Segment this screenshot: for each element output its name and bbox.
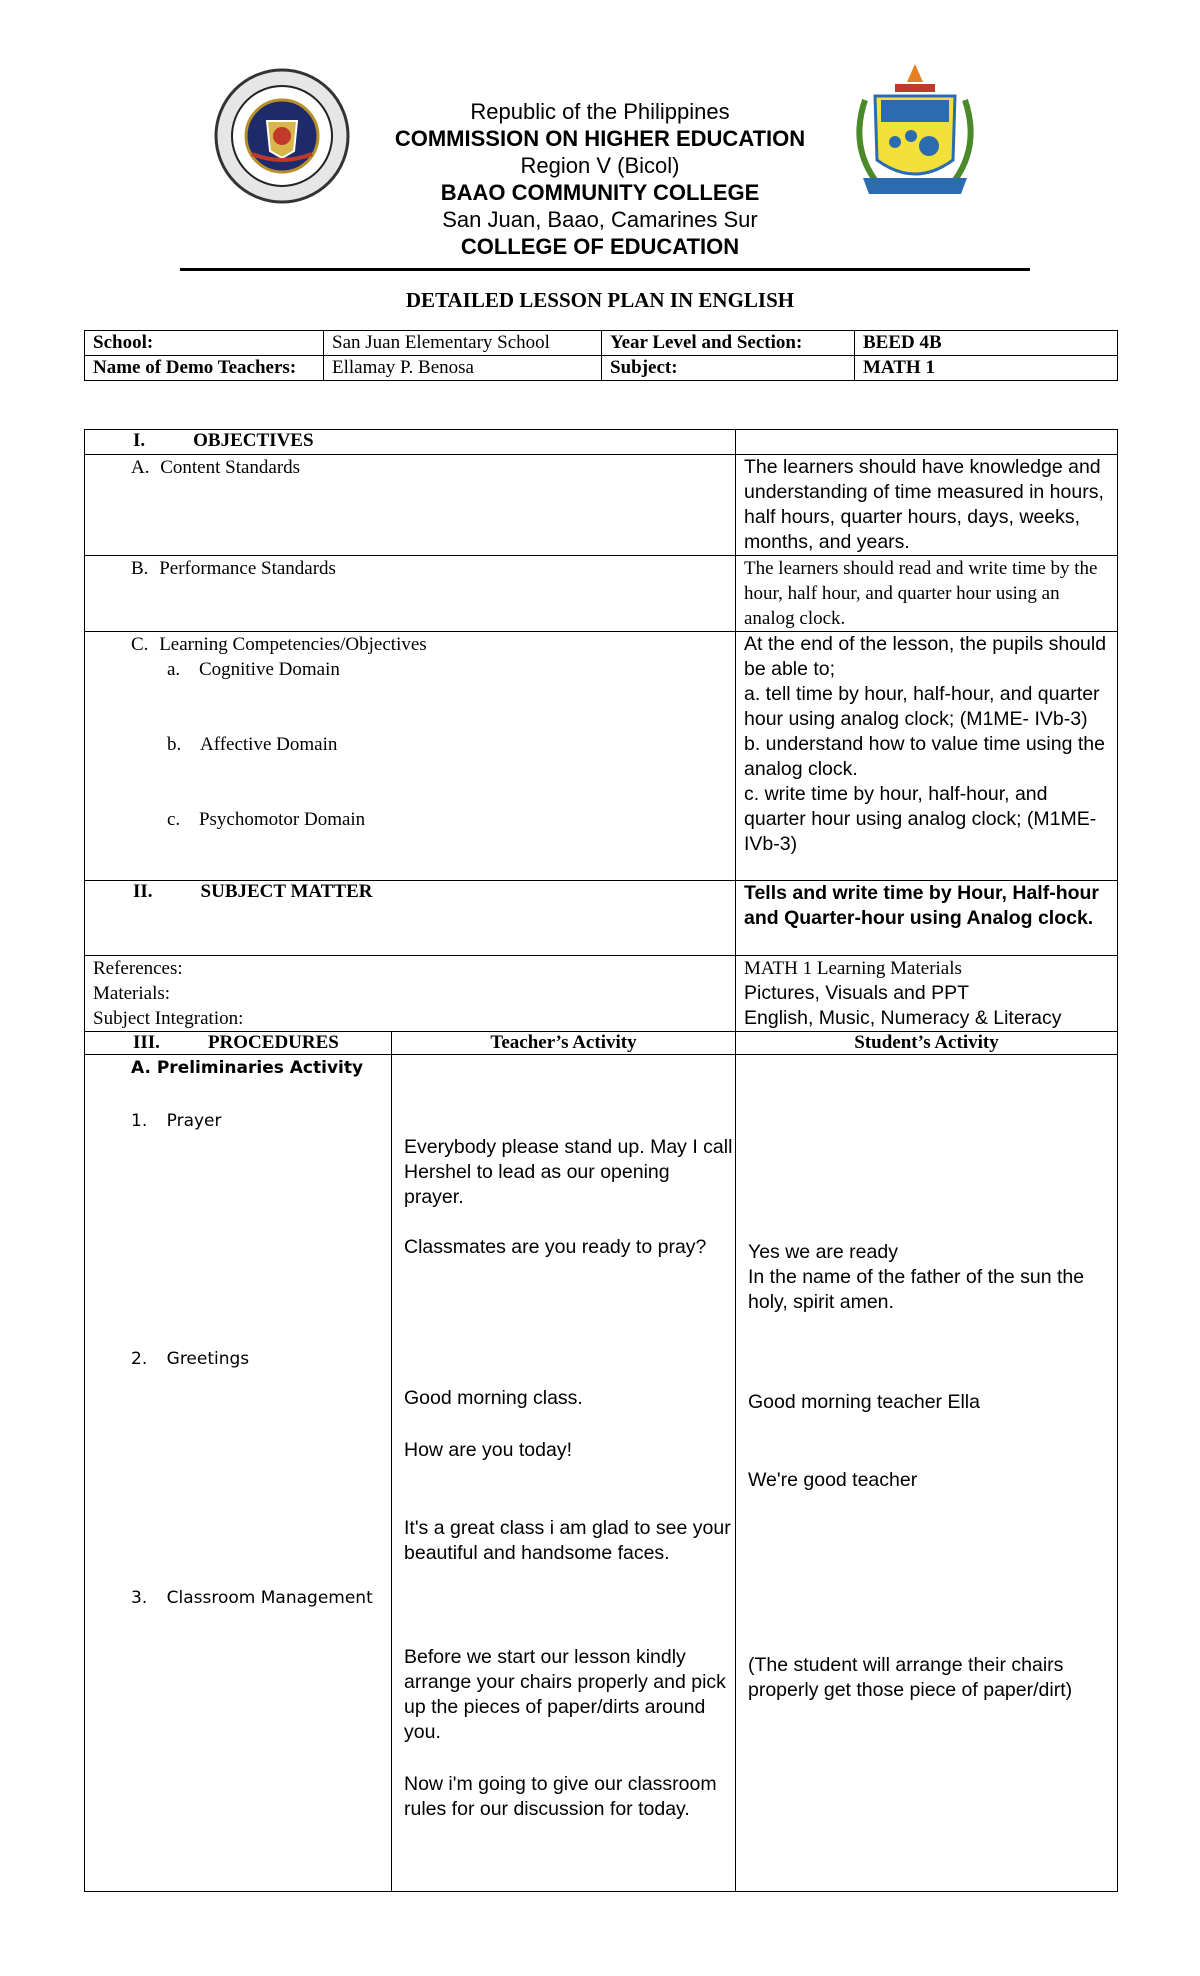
teacher-classroom-rules: Now i'm going to give our classroom rules for our discussion for today.	[404, 1773, 717, 1820]
school-value: San Juan Elementary School	[324, 331, 602, 356]
teacher-greeting: Good morning class.	[404, 1387, 583, 1409]
header-department: COLLEGE OF EDUCATION	[460, 234, 740, 259]
integration-label: Subject Integration:	[93, 1008, 244, 1029]
psychomotor-domain-label: Psychomotor Domain	[198, 809, 366, 830]
subject-matter-num: II.	[133, 881, 153, 902]
header-college: BAAO COMMUNITY COLLEGE	[440, 180, 760, 205]
competencies-letter: C.	[131, 634, 149, 655]
competency-b: b. understand how to value time using the analog clock.	[744, 733, 1105, 780]
preliminaries-heading: A. Preliminaries Activity	[131, 1058, 364, 1078]
cognitive-letter: a.	[167, 659, 181, 680]
document-title: DETAILED LESSON PLAN IN ENGLISH	[405, 288, 795, 312]
subject-value: MATH 1	[855, 356, 1118, 381]
competencies-intro: At the end of the lesson, the pupils should be able to;	[744, 633, 1107, 680]
affective-domain-label: Affective Domain	[200, 734, 338, 755]
teacher-value: Ellamay P. Benosa	[324, 356, 602, 381]
student-response: We're good teacher	[748, 1469, 918, 1491]
teacher-how-are-you: How are you today!	[404, 1439, 573, 1461]
subject-matter-heading: SUBJECT MATTER	[200, 881, 373, 902]
subject-matter-row	[85, 881, 1118, 956]
cognitive-domain-label: Cognitive Domain	[198, 659, 340, 680]
learning-competencies-row	[85, 632, 1118, 881]
references-value: MATH 1 Learning Materials	[744, 958, 962, 979]
step-classroom-management: Classroom Management	[166, 1588, 373, 1608]
teacher-ready-question: Classmates are you ready to pray?	[404, 1236, 707, 1258]
performance-standards-row	[85, 556, 1118, 632]
procedures-heading: PROCEDURES	[207, 1032, 339, 1053]
header-address: San Juan, Baao, Camarines Sur	[442, 207, 758, 232]
materials-value: Pictures, Visuals and PPT	[744, 982, 970, 1004]
content-standards-letter: A.	[131, 457, 150, 478]
psychomotor-letter: c.	[167, 809, 181, 830]
header-commission: COMMISSION ON HIGHER EDUCATION	[394, 126, 806, 151]
competency-a: a. tell time by hour, half-hour, and quarter hour using analog clock; (M1ME- IVb-3)	[744, 683, 1100, 730]
teacher-label: Name of Demo Teachers:	[85, 356, 324, 381]
objectives-heading-row	[85, 430, 1118, 455]
step-2-number: 2.	[131, 1349, 148, 1369]
performance-standards-letter: B.	[131, 558, 149, 579]
procedures-body-row	[85, 1055, 1118, 1892]
references-label: References:	[93, 958, 183, 979]
teacher-welcome-remark: It's a great class i am glad to see your beautiful and handsome faces.	[404, 1517, 731, 1564]
step-1-number: 1.	[131, 1111, 148, 1131]
competencies-label: Learning Competencies/Objectives	[159, 634, 427, 655]
student-arrange-chairs: (The student will arrange their chairs properly get those piece of paper/dirt)	[748, 1654, 1073, 1701]
teacher-prayer-call: Everybody please stand up. May I call Hershel to lead as our opening prayer.	[404, 1136, 733, 1208]
subject-label: Subject:	[602, 356, 855, 381]
content-standards-row	[85, 455, 1118, 556]
objectives-heading: OBJECTIVES	[193, 430, 314, 451]
student-ready-answer: Yes we are ready	[748, 1241, 898, 1263]
objectives-num: I.	[133, 430, 146, 451]
materials-label: Materials:	[93, 983, 171, 1004]
content-standards-label: Content Standards	[160, 457, 301, 478]
teacher-activity-heading: Teacher’s Activity	[392, 1032, 736, 1055]
student-activity-heading: Student’s Activity	[736, 1032, 1118, 1055]
student-greeting: Good morning teacher Ella	[748, 1391, 980, 1413]
performance-standards-label: Performance Standards	[159, 558, 336, 579]
affective-letter: b.	[167, 734, 182, 755]
year-level-label: Year Level and Section:	[602, 331, 855, 356]
info-table	[84, 330, 1118, 381]
student-prayer: In the name of the father of the sun the holy, spirit amen.	[748, 1266, 1085, 1313]
content-standards-value: The learners should have knowledge and understanding of time measured in hours, half hours, quarter hours, days, weeks, months, and years.	[736, 455, 1118, 556]
procedures-num: III.	[133, 1032, 160, 1053]
header-divider	[180, 268, 1030, 271]
references-row	[85, 956, 1118, 1032]
year-level-value: BEED 4B	[855, 331, 1118, 356]
header-country: Republic of the Philippines	[470, 99, 730, 124]
step-3-number: 3.	[131, 1588, 148, 1608]
subject-matter-value: Tells and write time by Hour, Half-hour and Quarter-hour using Analog clock.	[736, 881, 1118, 956]
step-prayer: Prayer	[166, 1111, 222, 1131]
teacher-arrange-chairs: Before we start our lesson kindly arrange your chairs properly and pick up the pieces of paper/dirts around you.	[404, 1646, 726, 1743]
step-greetings: Greetings	[166, 1349, 250, 1369]
school-label: School:	[85, 331, 324, 356]
lesson-plan-table	[84, 429, 1118, 1892]
performance-standards-value: The learners should read and write time by the hour, half hour, and quarter hour using an analog clock.	[736, 556, 1118, 632]
competency-c: c. write time by hour, half-hour, and quarter hour using analog clock; (M1ME- IVb-3)	[744, 783, 1097, 855]
integration-value: English, Music, Numeracy & Literacy	[744, 1007, 1062, 1029]
procedures-heading-row	[85, 1032, 1118, 1055]
header-region: Region V (Bicol)	[520, 153, 680, 178]
